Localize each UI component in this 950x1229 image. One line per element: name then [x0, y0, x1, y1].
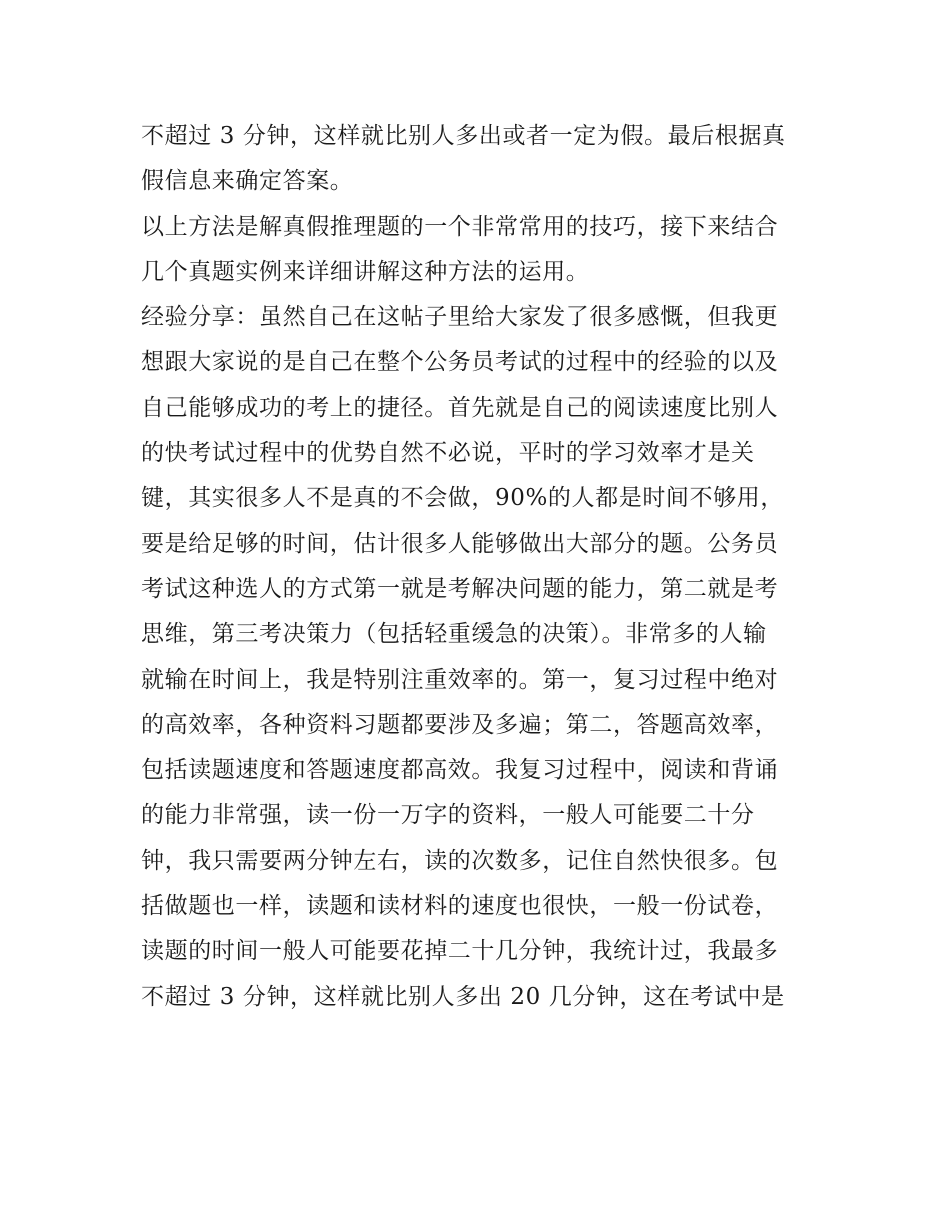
text-line: 要是给足够的时间，估计很多人能够做出大部分的题。公务员	[141, 530, 779, 557]
text-line: 钟，我只需要两分钟左右，读的次数多，记住自然快很多。包	[141, 847, 779, 874]
text-line: 读题的时间一般人可能要花掉二十几分钟，我统计过，我最多	[141, 938, 779, 965]
text-line: 的高效率，各种资料习题都要涉及多遍；第二，答题高效率，	[141, 711, 779, 738]
text-line: 不超过 3 分钟，这样就比别人多出 20 几分钟，这在考试中是	[141, 983, 785, 1010]
text-line: 以上方法是解真假推理题的一个非常常用的技巧，接下来结合	[141, 213, 779, 240]
text-line: 假信息来确定答案。	[141, 168, 354, 195]
text-line: 键，其实很多人不是真的不会做，90%的人都是时间不够用，	[141, 485, 784, 512]
text-line: 自己能够成功的考上的捷径。首先就是自己的阅读速度比别人	[141, 394, 779, 421]
body-text	[141, 114, 831, 1020]
text-line: 经验分享：虽然自己在这帖子里给大家发了很多感慨，但我更	[141, 304, 779, 331]
text-line: 思维，第三考决策力（包括轻重缓急的决策）。非常多的人输	[141, 621, 767, 648]
text-line: 的能力非常强，读一份一万字的资料，一般人可能要二十分	[141, 802, 755, 829]
text-line: 括做题也一样，读题和读材料的速度也很快，一般一份试卷，	[141, 893, 779, 920]
text-line: 的快考试过程中的优势自然不必说，平时的学习效率才是关	[141, 440, 755, 467]
text-line: 不超过 3 分钟，这样就比别人多出或者一定为假。最后根据真	[141, 123, 786, 149]
text-line: 就输在时间上，我是特别注重效率的。第一，复习过程中绝对	[141, 666, 779, 693]
text-line: 想跟大家说的是自己在整个公务员考试的过程中的经验的以及	[141, 349, 779, 376]
text-line: 考试这种选人的方式第一就是考解决问题的能力，第二就是考	[141, 575, 779, 602]
text-line: 几个真题实例来详细讲解这种方法的运用。	[141, 258, 590, 285]
text-line: 包括读题速度和答题速度都高效。我复习过程中，阅读和背诵	[141, 757, 779, 784]
